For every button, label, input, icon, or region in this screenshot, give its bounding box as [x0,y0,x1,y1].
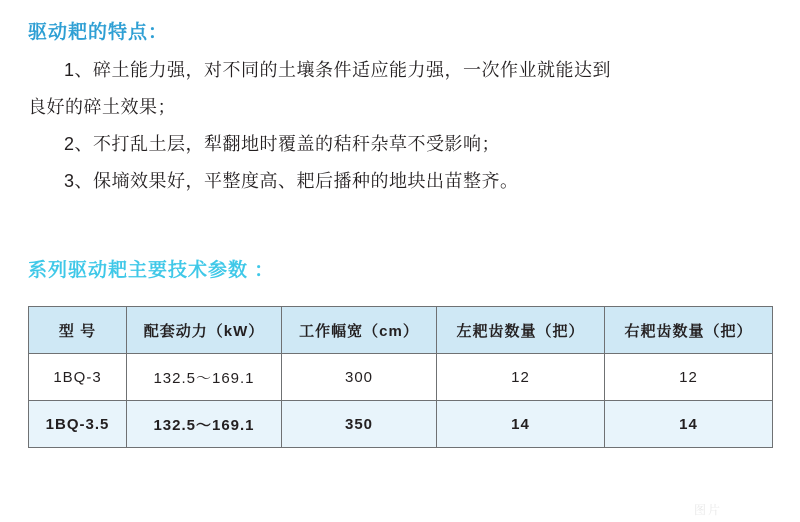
table-header-working-width: 工作幅宽（cm） [282,307,437,354]
table-header-left-teeth: 左耙齿数量（把） [437,307,605,354]
table-header-power: 配套动力（kW） [127,307,282,354]
spec-table [28,306,773,448]
cell-right-teeth: 14 [605,401,773,448]
table-header-model: 型 号 [29,307,127,354]
table-header-right-teeth: 右耙齿数量（把） [605,307,773,354]
watermark: 图片 [693,503,722,517]
cell-working-width: 300 [282,354,437,401]
spec-table-head [29,307,773,354]
feature-item-1 [28,52,772,126]
spec-table-body [29,354,773,448]
specs-heading: 系列驱动耙主要技术参数 ： [28,259,275,281]
table-row [29,401,773,448]
feature-item-2: 2、不打乱土层，犁翻地时覆盖的秸秆杂草不受影响； [64,134,501,155]
cell-power: 132.5～169.1 [127,401,282,448]
feature-item-1-line-1: 1、碎土能力强，对不同的土壤条件适应能力强，一次作业就能达到 [64,60,612,81]
cell-right-teeth: 12 [605,354,773,401]
feature-item-1-line-2: 良好的碎土效果； [28,97,176,118]
cell-left-teeth: 12 [437,354,605,401]
cell-model: 1BQ-3.5 [29,401,127,448]
table-row [29,354,773,401]
table-header-row [29,307,773,354]
table-gap [28,290,772,306]
cell-model: 1BQ-3 [29,354,127,401]
cell-working-width: 350 [282,401,437,448]
feature-item-3: 3、保墒效果好，平整度高、耙后播种的地块出苗整齐。 [64,171,519,192]
cell-power: 132.5～169.1 [127,354,282,401]
features-heading: 驱动耙的特点： [28,22,169,43]
cell-left-teeth: 14 [437,401,605,448]
vertical-gap [28,200,772,256]
features-list [28,52,772,200]
